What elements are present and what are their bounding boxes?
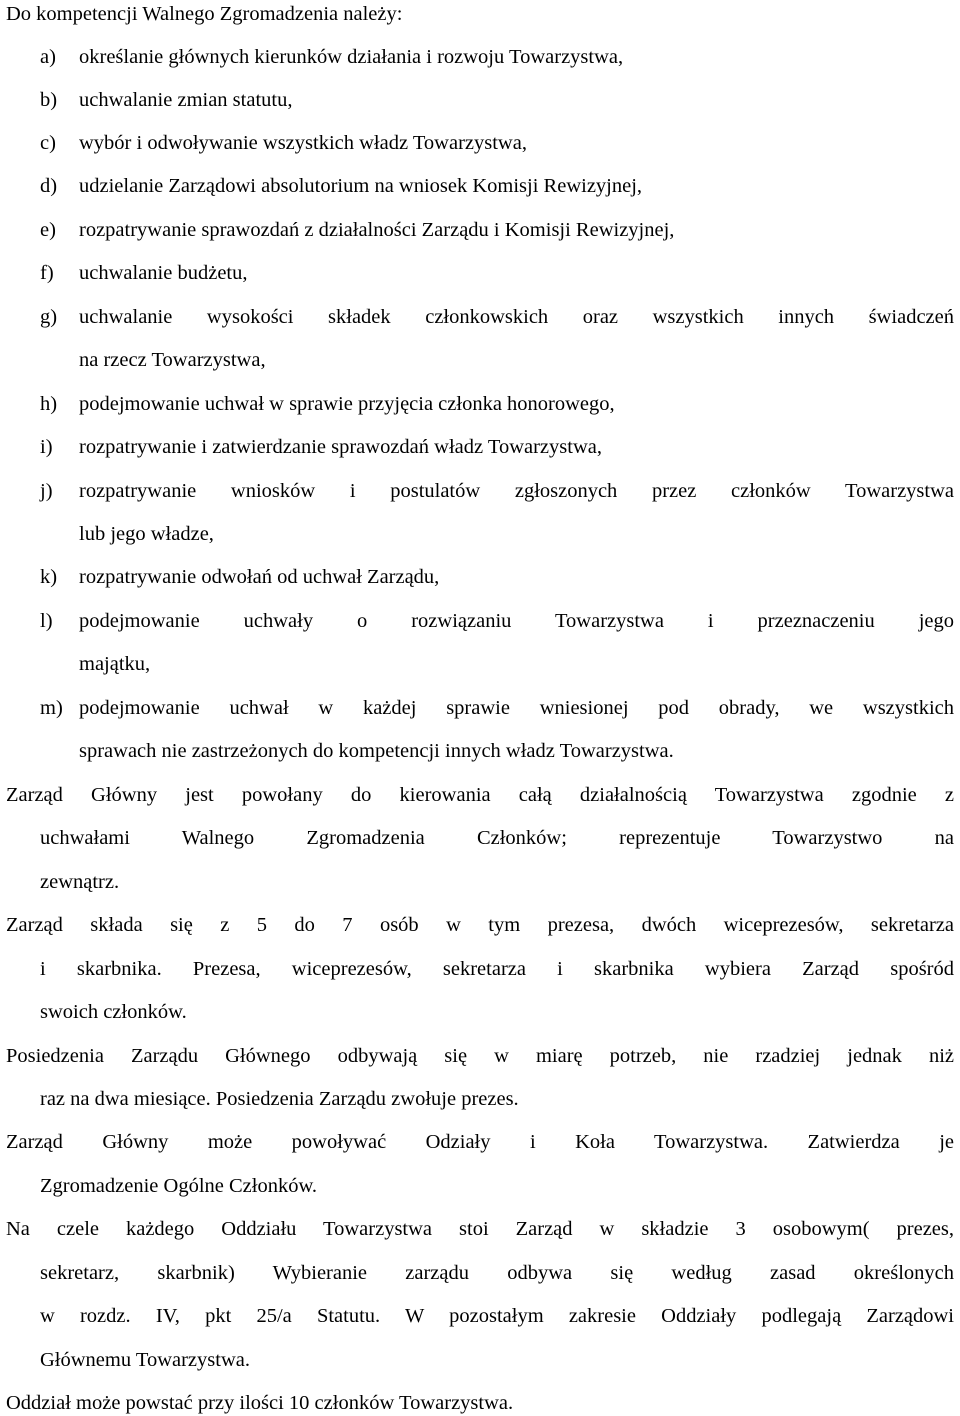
paragraph bbox=[0, 1044, 960, 1068]
paragraph bbox=[0, 1130, 960, 1154]
intro-heading: Do kompetencji Walnego Zgromadzenia należy: bbox=[6, 3, 403, 25]
item-text: sprawach nie zastrzeżonych do kompetencji innych władz Towarzystwa. bbox=[79, 740, 674, 762]
paragraph-text: uchwałami Walnego Zgromadzenia Członków; reprezentuje Towarzystwo na bbox=[40, 827, 954, 849]
item-text: wybór i odwoływanie wszystkich władz Towarzystwa, bbox=[79, 132, 527, 154]
item-text: majątku, bbox=[79, 653, 151, 675]
paragraph bbox=[0, 1217, 960, 1241]
list-item bbox=[0, 609, 960, 633]
paragraph-continuation bbox=[0, 826, 960, 850]
item-label: f) bbox=[40, 262, 54, 284]
item-label: g) bbox=[40, 306, 58, 328]
paragraph-text: w rozdz. IV, pkt 25/a Statutu. W pozostałym zakresie Oddziały podlegają Zarządowi bbox=[40, 1305, 954, 1327]
item-label: j) bbox=[40, 480, 53, 502]
item-text: uchwalanie wysokości składek członkowskich oraz wszystkich innych świadczeń bbox=[79, 306, 954, 328]
item-label: h) bbox=[40, 393, 58, 415]
paragraph bbox=[0, 913, 960, 937]
paragraph-continuation bbox=[0, 1174, 960, 1198]
item-label: i) bbox=[40, 436, 53, 458]
item-text: podejmowanie uchwał w sprawie przyjęcia członka honorowego, bbox=[79, 393, 615, 415]
item-text: udzielanie Zarządowi absolutorium na wniosek Komisji Rewizyjnej, bbox=[79, 175, 643, 197]
paragraph-continuation bbox=[0, 1304, 960, 1328]
item-text: określanie głównych kierunków działania i rozwoju Towarzystwa, bbox=[79, 46, 624, 68]
list-item bbox=[0, 392, 960, 416]
list-item bbox=[0, 218, 960, 242]
paragraph-text: Zarząd składa się z 5 do 7 osób w tym prezesa, dwóch wiceprezesów, sekretarza bbox=[6, 914, 954, 936]
paragraph-continuation bbox=[0, 1348, 960, 1372]
paragraph-text: Oddział może powstać przy ilości 10 członków Towarzystwa. bbox=[6, 1392, 514, 1414]
list-item bbox=[0, 479, 960, 503]
paragraph-text: Zarząd Główny jest powołany do kierowania całą działalnością Towarzystwa zgodnie z bbox=[6, 784, 954, 806]
item-label: a) bbox=[40, 46, 56, 68]
list-item-continuation bbox=[0, 652, 960, 676]
paragraph bbox=[0, 783, 960, 807]
item-text: podejmowanie uchwał w każdej sprawie wniesionej pod obrady, we wszystkich bbox=[79, 697, 954, 719]
item-text: lub jego władze, bbox=[79, 523, 214, 545]
paragraph-text: Na czele każdego Oddziału Towarzystwa stoi Zarząd w składzie 3 osobowym( prezes, bbox=[6, 1218, 954, 1240]
paragraph-continuation bbox=[0, 957, 960, 981]
item-label: b) bbox=[40, 89, 58, 111]
list-item bbox=[0, 696, 960, 720]
paragraph-text: zewnątrz. bbox=[40, 871, 120, 893]
paragraph-continuation bbox=[0, 1000, 960, 1024]
paragraph-text: i skarbnika. Prezesa, wiceprezesów, sekretarza i skarbnika wybiera Zarząd spośród bbox=[40, 958, 954, 980]
item-text: uchwalanie zmian statutu, bbox=[79, 89, 293, 111]
item-text: podejmowanie uchwały o rozwiązaniu Towarzystwa i przeznaczeniu jego bbox=[79, 610, 954, 632]
list-item bbox=[0, 565, 960, 589]
item-text: rozpatrywanie wniosków i postulatów zgłoszonych przez członków Towarzystwa bbox=[79, 480, 954, 502]
list-item bbox=[0, 174, 960, 198]
list-item bbox=[0, 131, 960, 155]
paragraph-continuation bbox=[0, 870, 960, 894]
list-item bbox=[0, 45, 960, 69]
paragraph-text: sekretarz, skarbnik) Wybieranie zarządu odbywa się według zasad określonych bbox=[40, 1262, 954, 1284]
list-item-continuation bbox=[0, 522, 960, 546]
item-label: c) bbox=[40, 132, 56, 154]
list-item-continuation bbox=[0, 739, 960, 763]
list-item bbox=[0, 435, 960, 459]
paragraph-text: Zgromadzenie Ogólne Członków. bbox=[40, 1175, 318, 1197]
paragraph-text: raz na dwa miesiące. Posiedzenia Zarządu zwołuje prezes. bbox=[40, 1088, 519, 1110]
item-label: l) bbox=[40, 610, 53, 632]
item-label: e) bbox=[40, 219, 56, 241]
item-label: k) bbox=[40, 566, 58, 588]
item-text: uchwalanie budżetu, bbox=[79, 262, 248, 284]
list-item bbox=[0, 305, 960, 329]
list-item-continuation bbox=[0, 348, 960, 372]
item-text: na rzecz Towarzystwa, bbox=[79, 349, 266, 371]
paragraph-continuation bbox=[0, 1087, 960, 1111]
paragraph-text: Głównemu Towarzystwa. bbox=[40, 1349, 250, 1371]
item-label: d) bbox=[40, 175, 58, 197]
paragraph-continuation bbox=[0, 1261, 960, 1285]
paragraph-text: Posiedzenia Zarządu Głównego odbywają się w miarę potrzeb, nie rzadziej jednak niż bbox=[6, 1045, 954, 1067]
item-text: rozpatrywanie odwołań od uchwał Zarządu, bbox=[79, 566, 440, 588]
list-item bbox=[0, 261, 960, 285]
paragraph-text: swoich członków. bbox=[40, 1001, 187, 1023]
item-text: rozpatrywanie i zatwierdzanie sprawozdań władz Towarzystwa, bbox=[79, 436, 602, 458]
list-item bbox=[0, 88, 960, 112]
paragraph bbox=[0, 1391, 960, 1415]
paragraph-text: Zarząd Główny może powoływać Odziały i Koła Towarzystwa. Zatwierdza je bbox=[6, 1131, 954, 1153]
item-text: rozpatrywanie sprawozdań z działalności Zarządu i Komisji Rewizyjnej, bbox=[79, 219, 675, 241]
item-label: m) bbox=[40, 697, 63, 719]
